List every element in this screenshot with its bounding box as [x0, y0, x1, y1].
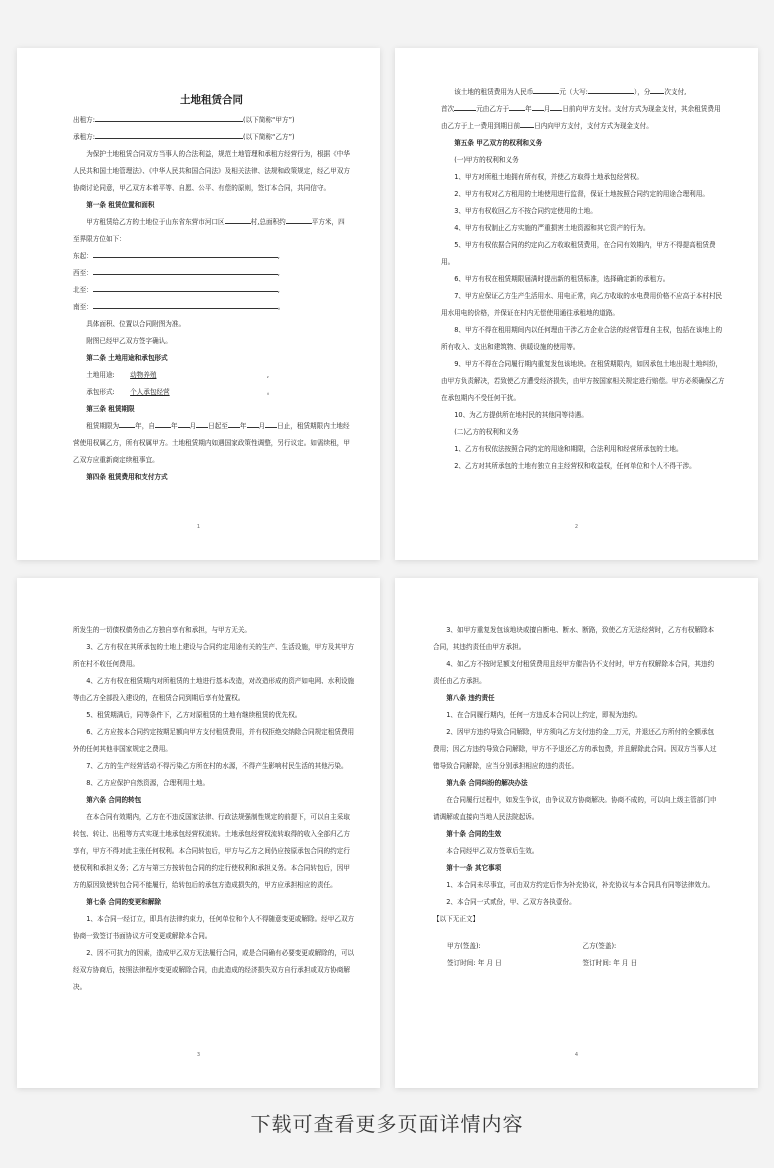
section-9-text: 在合同履行过程中，如发生争议，由争议双方协商解决。协商不成的，可以向上级主管部门申请调解或直接向当地人民法院起诉。 [433, 796, 717, 821]
end-year-blank[interactable] [228, 419, 240, 428]
page-number: 1 [196, 524, 201, 530]
party-a-item-6: 6、甲方有权在租赁期限届满时提出新的租赁标准，选择确定新的承租方。 [454, 275, 670, 283]
section-7-title: 第七条 合同的变更和解除 [86, 898, 162, 906]
fee-blank[interactable] [533, 85, 559, 94]
section-2-title: 第二条 土地用途和承包形式 [86, 354, 168, 362]
section-6-text: 在本合同有效期内，乙方在不违反国家法律、行政法规强制性规定的前提下，可以自主采取转包、转让、出租等方式实现土地承包经营权流转。土地承包经营权流转取得的收入全部归乙方享有，甲方不得对此主张任何权利。本合同转包后，甲方与乙方之间仍应按原承包合同的约定行使权利和承担义务；乙方与第三方按转包合同的约定行使权利和承担义务。本合同转包后，因甲方的原因致使转包合同不能履行，给转包后的承包方造成损失的，甲方应承担相应的责任。 [73, 813, 350, 889]
end-day-blank[interactable] [265, 419, 277, 428]
section-8-item-1: 1、在合同履行期内，任何一方违反本合同以上约定，即视为违约。 [446, 711, 642, 719]
download-caption: 下载可查看更多页面详情内容 [250, 1112, 524, 1136]
party-a-item-4: 4、甲方有权制止乙方实施的严重损害土地资源和其它资产的行为。 [454, 224, 650, 232]
party-b-item-8: 8、乙方应保护自然资源，合理利用土地。 [86, 779, 210, 787]
section-1-text: 甲方租赁给乙方的土地位于山东省东营市河口区 村,总面积约 平方米，四至界限方位如下： [73, 214, 350, 248]
area-note: 具体面积、位置以合同附图为准。 [86, 320, 186, 328]
party-b-item-6: 6、乙方应按本合同约定按期足额向甲方支付租赁费用，并有权拒绝交纳除合同规定租赁费用外的任何其他非国家规定之费用。 [73, 728, 355, 753]
party-b-item-4: 4、乙方有权在租赁期内对所租赁的土地进行基本改造，对改造形成的资产如电网、水利设施等由乙方全部投入建设的，在租赁合同到期后享有处置权。 [73, 677, 355, 702]
payment-month-blank[interactable] [532, 102, 544, 111]
document-title: 土地租赁合同 [180, 94, 243, 106]
section-11-title: 第十一条 其它事项 [446, 864, 502, 872]
section-11-item-2: 2、本合同一式贰份，甲、乙双方各执壹份。 [446, 898, 576, 906]
section-3-text: 租赁期限为 年，自 年 月 日起至 年 月 日止，租赁期限内土地经营使用权属乙方，所有权属甲方。土地租赁期内如遇国家政策性调整，另行议定。如需续租，甲乙双方应重新商定续租事宜。 [73, 418, 350, 469]
intro-paragraph: 为保护土地租赁合同双方当事人的合法利益，规范土地管理和承租方经营行为，根据《中华人民共和国土地管理法》、《中华人民共和国合同法》及相关法律、法规和政策规定，经乙甲双方协商讨论同意，甲乙双方本着平等、自愿、公平、有偿的原则，签订本合同，共同信守。 [73, 150, 350, 192]
spacer [433, 928, 718, 938]
party-a-item-7: 7、甲方应保证乙方生产生活用水、用电正常，向乙方收取的水电费用价格不应高于本村村民用水用电的价格，并保证在村内无偿使用通往承租地的道路。 [441, 292, 723, 317]
contract-form-value[interactable]: 个人承包经营 [130, 388, 170, 396]
fee-words-blank[interactable] [588, 85, 634, 94]
section-10-text: 本合同经甲乙双方签章后生效。 [446, 847, 539, 855]
document-page-1 [17, 48, 380, 560]
boundary-south: 南至： 。 [73, 299, 350, 316]
contract-form-line: 承包形式: 个人承包经营 。 [73, 384, 350, 401]
party-a-item-10: 10、为乙方提供所在地村民的其他同等待遇。 [454, 411, 588, 419]
party-a-item-8: 8、甲方不得在租用期间内以任何理由干涉乙方企业合法的经营管理自主权，包括在该地上的所有收入、支出和建筑物、供暖设施的使用等。 [441, 326, 723, 351]
start-month-blank[interactable] [178, 419, 190, 428]
start-year-blank[interactable] [155, 419, 171, 428]
page-1-content [73, 92, 350, 486]
document-page-4 [395, 578, 758, 1088]
lessor-line: 出租方: (以下简称“甲方”) [73, 112, 350, 129]
page-3-content [73, 622, 356, 996]
lessor-blank[interactable] [95, 113, 243, 122]
end-month-blank[interactable] [247, 419, 259, 428]
signature-row [433, 938, 718, 955]
first-payment-line: 首次 元由乙方于 年 月 日前向甲方支付。支付方式为现金支付，其余租赁费用由乙方于上一费用到期日前 日内向甲方支付，支付方式为现金支付。 [441, 101, 726, 135]
section-8-item-2: 2、因甲方违约导致合同解除，甲方须向乙方支付违约金＿万元，并退还乙方所付的全额承包费用；因乙方违约导致合同解除，甲方不予退还乙方的承包费，并且解除此合同。因双方当事人过错导致合同解除，应当分别承担相应的违约责任。 [433, 728, 717, 770]
north-blank[interactable] [93, 283, 278, 292]
start-day-blank[interactable] [196, 419, 208, 428]
fee-amount-line: 该土地的租赁费用为人民币 元（大写: ），分 次支付, [441, 84, 726, 101]
party-b-item-2: 2、乙方对其所承包的土地有独立自主经营权和收益权，任何单位和个人不得干涉。 [454, 462, 696, 470]
party-a-item-3: 3、甲方有权收回乙方不按合同约定使用的土地。 [454, 207, 597, 215]
section-7-item-1: 1、本合同一经订立，即具有法律约束力，任何单位和个人不得随意变更或解除。经甲乙双方协商一致签订书面协议方可变更或解除本合同。 [73, 915, 355, 940]
payment-year-blank[interactable] [509, 102, 525, 111]
page-4-content [433, 622, 718, 972]
party-a-item-5: 5、甲方有权依据合同的约定向乙方收取租赁费用，在合同有效期内，甲方不得提高租赁费用。 [441, 241, 716, 266]
boundary-north: 北至： , [73, 282, 350, 299]
boundary-west: 西至： , [73, 265, 350, 282]
section-4-title: 第四条 租赁费用和支付方式 [86, 473, 168, 481]
party-b-item-3: 3、乙方有权在其所承包的土地上建设与合同约定用途有关的生产、生活设施，甲方及其甲方所在村不收任何费用。 [73, 643, 355, 668]
west-blank[interactable] [93, 266, 278, 275]
section-11-item-1: 1、本合同未尽事宜，可由双方约定后作为补充协议，补充协议与本合同具有同等法律效力。 [446, 881, 715, 889]
party-b-rights-title: (二)乙方的权利和义务 [454, 428, 519, 436]
page-number: 3 [196, 1052, 201, 1058]
village-blank[interactable] [225, 215, 251, 224]
section-10-title: 第十条 合同的生效 [446, 830, 502, 838]
party-b-item-5: 5、租赁期满后，同等条件下，乙方对原租赁的土地有继续租赁的优先权。 [86, 711, 302, 719]
party-b-date[interactable]: 签订时间: 年 月 日 [582, 959, 638, 967]
lessee-blank[interactable] [95, 130, 243, 139]
installments-blank[interactable] [650, 85, 664, 94]
east-blank[interactable] [93, 249, 278, 258]
end-of-text-note: 【以下无正文】 [433, 915, 480, 923]
lessee-line: 承租方: (以下简称“乙方”) [73, 129, 350, 146]
party-a-date[interactable]: 签订时间: 年 月 日 [447, 959, 502, 967]
document-page-3 [17, 578, 380, 1088]
attachment-note: 附图已经甲乙双方签字确认。 [86, 337, 172, 345]
section-8-title: 第八条 违约责任 [446, 694, 495, 702]
payment-day-blank[interactable] [550, 102, 562, 111]
party-a-item-9: 9、甲方不得在合同履行期内重复发包该地块。在租赁期限内，如因承包土地出现土地纠纷，由甲方负责解决，若致使乙方遭受经济损失，由甲方按国家相关规定进行赔偿。甲方必须确保乙方在承包期内不受任何干扰。 [441, 360, 725, 402]
boundary-east: 东起： , [73, 248, 350, 265]
party-a-item-1: 1、甲方对所租土地拥有所有权，并使乙方取得土地承包经营权。 [454, 173, 644, 181]
party-a-rights-title: (一)甲方的权利和义务 [454, 156, 519, 164]
party-b-signature[interactable]: 乙方(签盖): [582, 942, 617, 950]
south-blank[interactable] [93, 300, 278, 309]
page-number: 2 [574, 524, 579, 530]
party-a-signature[interactable]: 甲方(签盖): [447, 942, 481, 950]
section-6-title: 第六条 合同的转包 [86, 796, 142, 804]
years-blank[interactable] [119, 419, 135, 428]
land-use-value[interactable]: 动物养殖 [130, 371, 157, 379]
section-7-item-4: 4、如乙方不按时足额支付租赁费用且经甲方催告仍不支付时，甲方有权解除本合同，其违约责任由乙方承担。 [433, 660, 715, 685]
area-blank[interactable] [286, 215, 312, 224]
section-9-title: 第九条 合同纠纷的解决办法 [446, 779, 528, 787]
party-b-item-7: 7、乙方的生产经营活动不得污染乙方所在村的水源，不得产生影响村民生活的其他污染。 [86, 762, 348, 770]
section-5-title: 第五条 甲乙双方的权利和义务 [454, 139, 543, 147]
party-a-item-2: 2、甲方有权对乙方租用的土地使用进行监督，保证土地按照合同约定的用途合理利用。 [454, 190, 709, 198]
section-1-title: 第一条 租赁位置和面积 [86, 201, 155, 209]
section-3-title: 第三条 租赁期限 [86, 405, 135, 413]
land-use-line: 土地用途: 动物养殖 , [73, 367, 350, 384]
section-7-item-2: 2、因不可抗力的因素，造成甲乙双方无法履行合同，或是合同确有必要变更或解除的，可以经双方协商后，按照法律程序变更或解除合同，由此造成的经济损失双方自行承担或双方协商解决。 [73, 949, 355, 991]
first-payment-blank[interactable] [454, 102, 476, 111]
page-number: 4 [574, 1052, 579, 1058]
document-page-2 [395, 48, 758, 560]
signing-date-row [433, 955, 718, 972]
payment-days-blank[interactable] [520, 119, 534, 128]
page-2-content [441, 84, 726, 475]
continued-text: 所发生的一切债权债务由乙方独自享有和承担，与甲方无关。 [73, 626, 252, 634]
section-7-item-3: 3、如甲方重复发包该地块或擅自断电、断水、断路，致使乙方无法经营时，乙方有权解除本合同，其违约责任由甲方承担。 [433, 626, 715, 651]
party-b-item-1: 1、乙方有权依法按照合同约定的用途和期限，合法利用和经营所承包的土地。 [454, 445, 683, 453]
